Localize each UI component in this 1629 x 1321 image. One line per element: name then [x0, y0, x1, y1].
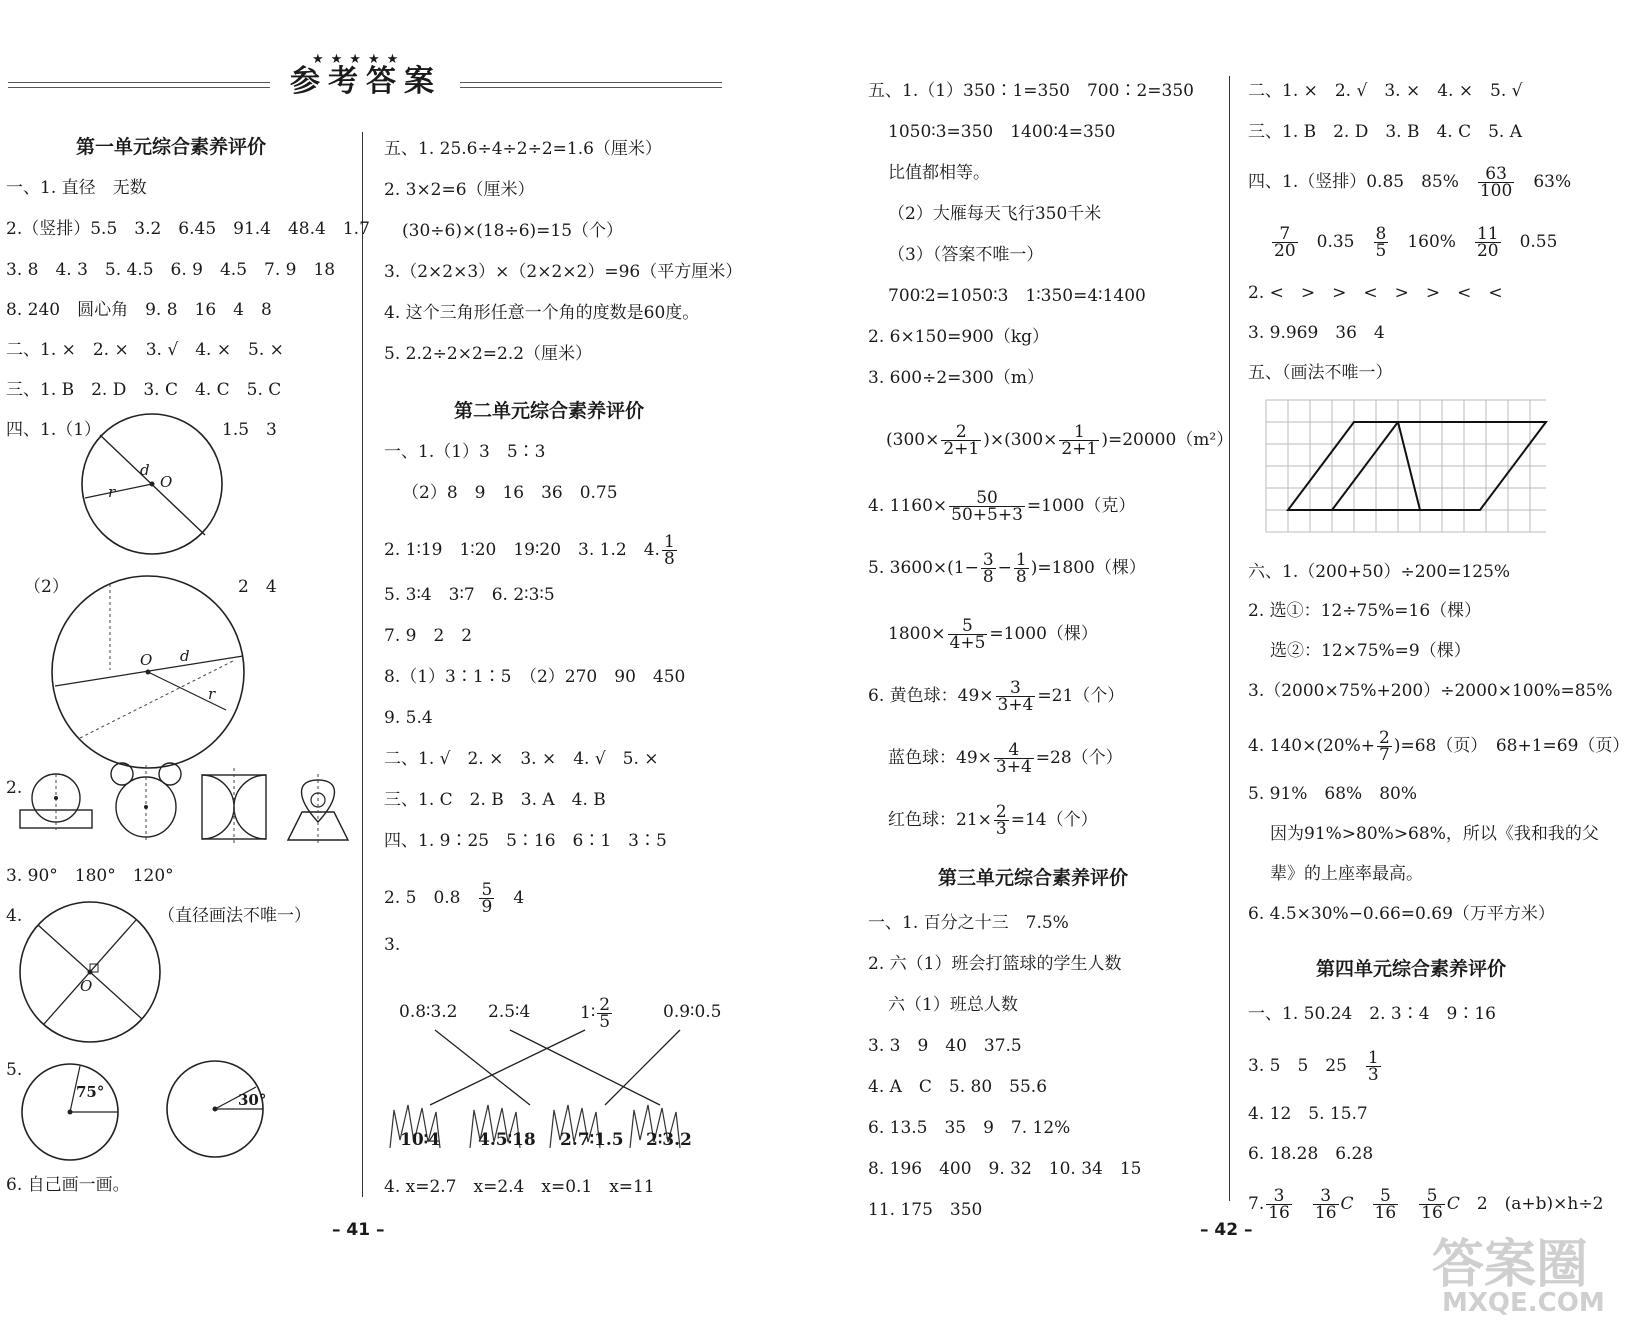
c2-line-13: 9. 5.4	[384, 708, 433, 728]
c1-line-12: 5.	[6, 1060, 23, 1080]
c3-line-16: 一、1. 百分之十三 7.5%	[868, 913, 1069, 933]
c2-line-14: 二、1. √ 2. × 3. × 4. √ 5. ×	[384, 749, 659, 769]
c2-line-6: 5. 2.2÷2×2=2.2（厘米）	[384, 344, 593, 364]
c3-line-11: 5. 3600×(1− $\frac{3}{8}$ − $\frac{1}{8}$ )=1800（棵）	[868, 550, 1146, 587]
c4-line-5: 2. < > > < > > < <	[1248, 283, 1503, 303]
c2-line-4: 3.（2×2×3）×（2×2×2）=96（平方厘米）	[384, 262, 743, 282]
c2-line-5: 4. 这个三角形任意一个角的度数是60度。	[384, 303, 700, 323]
match-bottom-1: 10∶4	[400, 1130, 440, 1150]
c1-line-5: 二、1. × 2. × 3. √ 4. × 5. ×	[6, 340, 284, 360]
c1-fig1-label-r: r	[108, 483, 116, 501]
c3-line-6: 700∶2=1050∶3 1∶350=4∶1400	[888, 286, 1146, 306]
c3-line-5: （3）（答案不唯一）	[888, 245, 1044, 265]
c3-line-12: 1800× $\frac{5}{4+5}$ =1000（棵）	[888, 616, 1098, 653]
c1-line-9: 2.	[6, 778, 23, 798]
c4-line-3: 四、1.（竖排）0.85 85% $\frac{63}{100}$ 63%	[1248, 164, 1572, 201]
c1-line-8-answer: 2 4	[238, 577, 277, 597]
c1-fig4-label-o: O	[80, 977, 93, 995]
c2-line-16: 四、1. 9∶25 5∶16 6∶1 3∶5	[384, 831, 667, 851]
c3-line-22: 8. 196 400 9. 32 10. 34 15	[868, 1159, 1142, 1179]
c2-line-17: 2. 5 0.8 $\frac{5}{9}$ 4	[384, 880, 525, 917]
c3-line-17: 2. 六（1）班会打篮球的学生人数	[868, 954, 1122, 974]
c2-line-18: 3.	[384, 935, 401, 955]
match-top-1: 0.8∶3.2	[399, 1002, 458, 1022]
c4-line-2: 三、1. B 2. D 3. B 4. C 5. A	[1248, 122, 1523, 142]
c4-line-18: 3. 5 5 25 $\frac{1}{3}$	[1248, 1048, 1379, 1085]
c2-line-12: 8.（1）3∶1∶5 （2）270 90 450	[384, 667, 686, 687]
c3-line-10: 4. 1160× $\frac{50}{50+5+3}$ =1000（克）	[868, 488, 1136, 525]
match-top-2: 2.5∶4	[488, 1002, 531, 1022]
c1-angle-30: 30°	[238, 1091, 267, 1109]
c4-line-15: 辈》的上座率最高。	[1270, 864, 1423, 884]
match-bottom-2: 4.5∶18	[478, 1130, 536, 1150]
c1-line-11: 4.	[6, 906, 23, 926]
c3-line-15: 红色球：21× $\frac{2}{3}$ =14（个）	[888, 802, 1098, 839]
c3-line-1: 五、1.（1）350∶1=350 700∶2=350	[868, 81, 1194, 101]
c4-line-13: 5. 91% 68% 80%	[1248, 784, 1417, 804]
match-bottom-4: 2∶3.2	[646, 1130, 692, 1150]
c2-line-8: （2）8 9 16 36 0.75	[402, 483, 618, 503]
page-title: 参考答案	[290, 64, 442, 99]
c1-line-10: 3. 90° 180° 120°	[6, 866, 174, 886]
c1-line-7-answer: 1.5 3	[222, 420, 277, 440]
c2-line-1: 五、1. 25.6÷4÷2÷2=1.6（厘米）	[384, 139, 662, 159]
c3-line-7: 2. 6×150=900（kg）	[868, 327, 1050, 347]
parallelogram-grid	[1266, 400, 1556, 540]
watermark-url: MXQE.COM	[1442, 1288, 1605, 1318]
column-divider-3	[1229, 76, 1230, 1201]
c3-line-2: 1050∶3=350 1400∶4=350	[888, 122, 1116, 142]
c4-line-17: 一、1. 50.24 2. 3∶4 9∶16	[1248, 1004, 1496, 1024]
c3-line-8: 3. 600÷2=300（m）	[868, 368, 1044, 388]
c4-line-9: 2. 选①：12÷75%=16（棵）	[1248, 601, 1482, 621]
unit2-heading: 第二单元综合素养评价	[454, 400, 645, 422]
c2-line-3: (30÷6)×(18÷6)=15（个）	[402, 221, 624, 241]
unit1-heading: 第一单元综合素养评价	[76, 136, 267, 158]
column-divider-1	[362, 132, 363, 1197]
c2-line-10: 5. 3∶4 3∶7 6. 2∶3∶5	[384, 585, 555, 605]
c2-line-11: 7. 9 2 2	[384, 626, 473, 646]
c1-line-11-note: （直径画法不唯一）	[158, 906, 311, 926]
match-top-4: 0.9∶0.5	[663, 1002, 722, 1022]
c1-line-4: 8. 240 圆心角 9. 8 16 4 8	[6, 300, 272, 320]
c4-line-12: 4. 140×(20%+ $\frac{2}{7}$ )=68（页） 68+1=69（页）	[1248, 728, 1629, 765]
c1-fig2-label-r: r	[208, 685, 216, 703]
c4-line-8: 六、1.（200+50）÷200=125%	[1248, 562, 1511, 582]
unit3-heading: 第三单元综合素养评价	[938, 867, 1129, 889]
watermark-logo: 答案圈	[1432, 1235, 1589, 1295]
title-rule-right	[460, 82, 722, 83]
c1-fig1-label-o: O	[160, 473, 173, 491]
c1-fig2-label-o: O	[140, 651, 153, 669]
c1-line-13: 6. 自己画一画。	[6, 1175, 130, 1195]
c4-line-20: 6. 18.28 6.28	[1248, 1144, 1374, 1164]
c3-line-23: 11. 175 350	[868, 1200, 983, 1220]
c3-line-4: （2）大雁每天飞行350千米	[888, 204, 1102, 224]
c3-line-20: 4. A C 5. 80 55.6	[868, 1077, 1048, 1097]
c3-line-13: 6. 黄色球：49× $\frac{3}{3+4}$ =21（个）	[868, 678, 1125, 715]
c4-line-6: 3. 9.969 36 4	[1248, 323, 1385, 343]
match-top-3: 1∶ $\frac{2}{5}$	[580, 995, 611, 1032]
c2-line-19: 4. x=2.7 x=2.4 x=0.1 x=11	[384, 1177, 655, 1197]
c1-line-8: （2）	[24, 577, 69, 597]
c2-line-9: 2. 1∶19 1∶20 19∶20 3. 1.2 4. $\frac{1}{8}$	[384, 532, 675, 569]
c4-line-1: 二、1. × 2. √ 3. × 4. × 5. √	[1248, 81, 1523, 101]
c4-line-14: 因为91%>80%>68%，所以《我和我的父	[1270, 824, 1599, 844]
c1-line-3: 3. 8 4. 3 5. 4.5 6. 9 4.5 7. 9 18	[6, 260, 336, 280]
c1-fig1-label-d: d	[140, 461, 150, 479]
page-number-right: – 42 –	[1200, 1220, 1253, 1240]
c2-line-15: 三、1. C 2. B 3. A 4. B	[384, 790, 606, 810]
c4-line-11: 3.（2000×75%+200）÷2000×100%=85%	[1248, 681, 1613, 701]
c1-line-2: 2.（竖排）5.5 3.2 6.45 91.4 48.4 1.7	[6, 219, 370, 239]
c3-line-14: 蓝色球：49× $\frac{4}{3+4}$ =28（个）	[888, 740, 1123, 777]
title-stars: ★★★★★	[312, 52, 406, 67]
c2-line-2: 2. 3×2=6（厘米）	[384, 180, 535, 200]
c3-line-19: 3. 3 9 40 37.5	[868, 1036, 1022, 1056]
c1-line-6: 三、1. B 2. D 3. C 4. C 5. C	[6, 380, 282, 400]
c3-line-9: (300× $\frac{2}{2+1}$ )×(300× $\frac{1}{2+1}$ )=20000（m²）	[886, 422, 1234, 459]
page-number-left: – 41 –	[332, 1220, 385, 1240]
c4-line-4: $\frac{7}{20}$ 0.35 $\frac{8}{5}$ 160% $\frac{11}{20}$ 0.55	[1274, 224, 1558, 261]
c2-line-7: 一、1.（1）3 5∶3	[384, 442, 546, 462]
title-rule-right-2	[460, 87, 722, 88]
c1-fig2-label-d: d	[180, 647, 190, 665]
c4-line-21: 7. $\frac{3}{16}$ $\frac{3}{16}$ C $\frac{5}{16}$ $\frac{5}{16}$ C 2 (a+b)×h÷2	[1248, 1186, 1604, 1223]
c1-line-1: 一、1. 直径 无数	[6, 178, 147, 198]
c3-line-18: 六（1）班总人数	[888, 995, 1018, 1015]
c4-line-7: 五、（画法不唯一）	[1248, 363, 1393, 383]
unit1-figures	[0, 0, 360, 1200]
unit4-heading: 第四单元综合素养评价	[1316, 958, 1507, 980]
c1-angle-75: 75°	[76, 1083, 105, 1101]
c4-line-10: 选②：12×75%=9（棵）	[1270, 641, 1471, 661]
c1-line-7: 四、1.（1）	[6, 420, 102, 440]
c4-line-19: 4. 12 5. 15.7	[1248, 1104, 1368, 1124]
c3-line-21: 6. 13.5 35 9 7. 12%	[868, 1118, 1071, 1138]
c4-line-16: 6. 4.5×30%−0.66=0.69（万平方米）	[1248, 904, 1555, 924]
c3-line-3: 比值都相等。	[888, 163, 990, 183]
match-bottom-3: 2.7∶1.5	[560, 1130, 624, 1150]
